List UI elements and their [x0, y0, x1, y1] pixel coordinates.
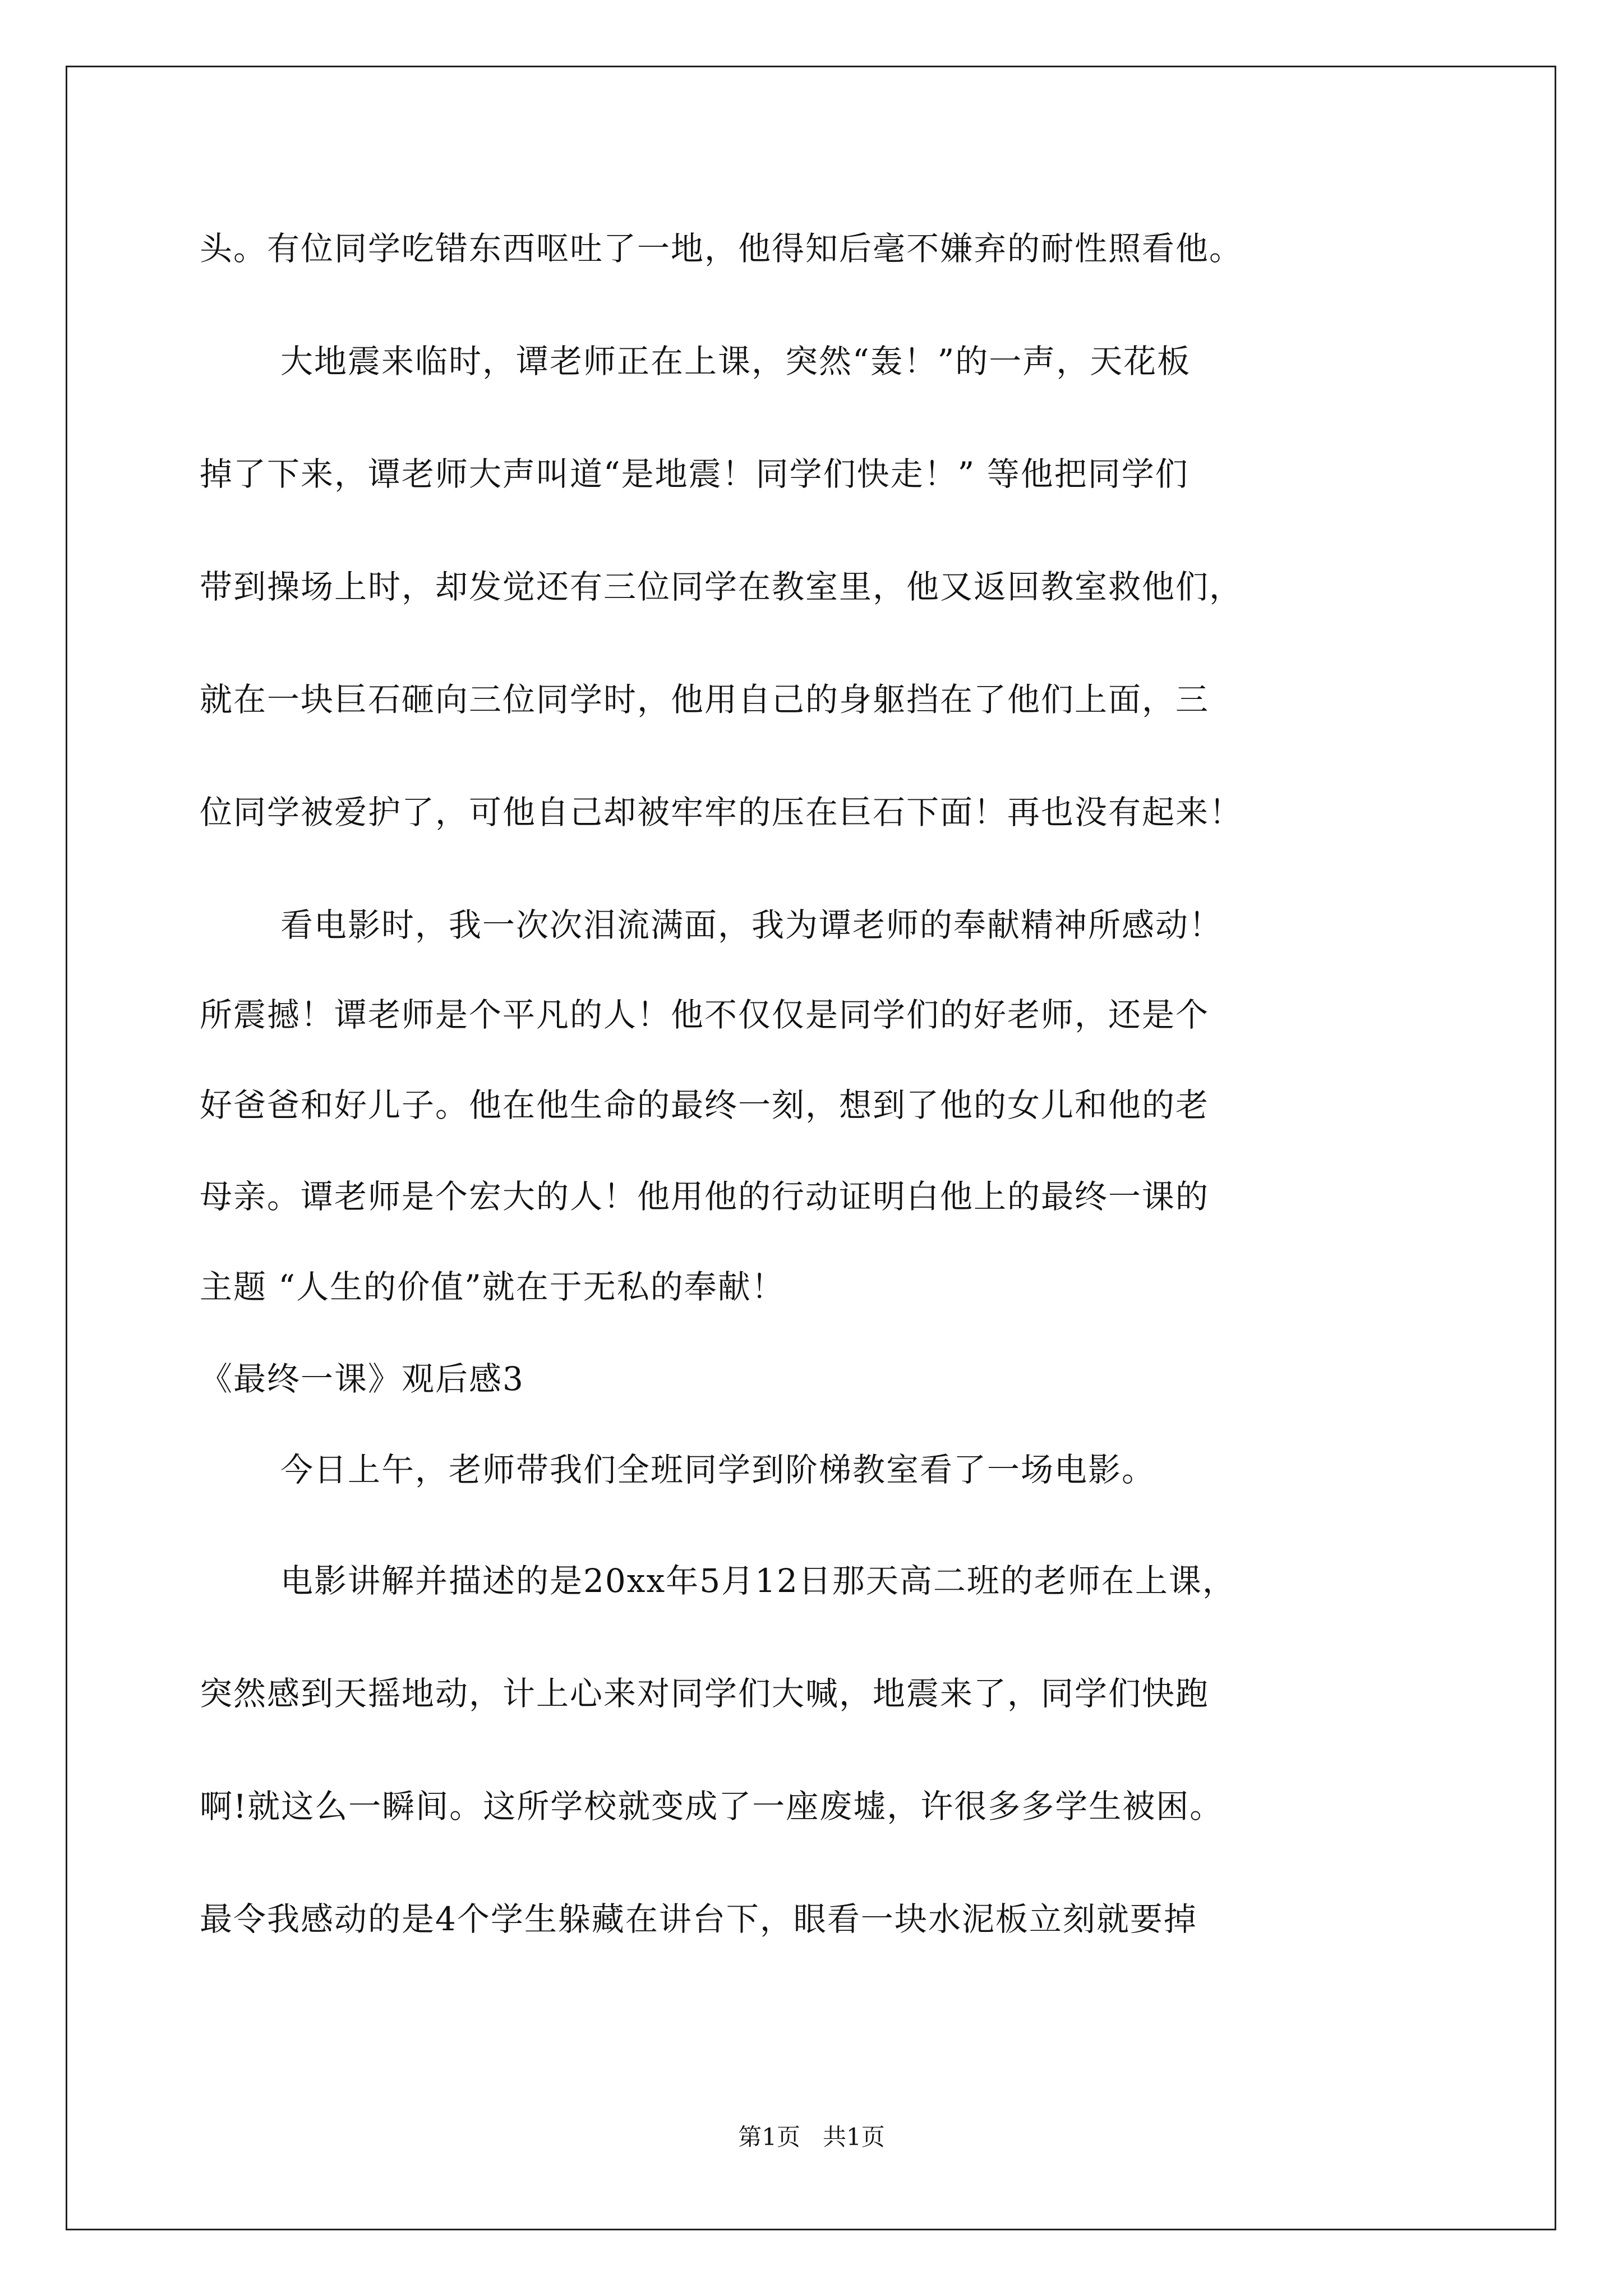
text-line: 掉了下来，谭老师大声叫道“是地震！同学们快走！” 等他把同学们 [200, 455, 1189, 493]
text-line: 所震撼！谭老师是个平凡的人！他不仅仅是同学们的好老师，还是个 [200, 996, 1210, 1034]
text-line: 啊!就这么一瞬间。这所学校就变成了一座废墟，许很多多学生被困。 [200, 1787, 1224, 1825]
paragraph-line: 今日上午，老师带我们全班同学到阶梯教室看了一场电影。 [280, 1451, 1156, 1489]
text-line: 位同学被爱护了，可他自己却被牢牢的压在巨石下面！再也没有起来！ [200, 793, 1243, 831]
paragraph-line: 看电影时，我一次次泪流满面，我为谭老师的奉献精神所感动！ [280, 906, 1223, 944]
text-line: 最令我感动的是4个学生躲藏在讲台下，眼看一块水泥板立刻就要掉 [200, 1900, 1197, 1938]
text-line: 头。有位同学吃错东西呕吐了一地，他得知后毫不嫌弃的耐性照看他。 [200, 229, 1243, 268]
paragraph-line: 大地震来临时，谭老师正在上课，突然“轰！”的一声，天花板 [280, 342, 1191, 380]
text-line: 带到操场上时，却发觉还有三位同学在教室里，他又返回教室救他们， [200, 568, 1243, 606]
section-heading: 《最终一课》观后感3 [200, 1360, 524, 1398]
text-line: 就在一块巨石砸向三位同学时，他用自己的身躯挡在了他们上面，三 [200, 680, 1210, 719]
text-line: 突然感到天摇地动，计上心来对同学们大喊，地震来了，同学们快跑 [200, 1674, 1210, 1713]
text-line: 主题 “人生的价值”就在于无私的奉献！ [200, 1268, 785, 1306]
paragraph-line: 电影讲解并描述的是20xx年5月12日那天高二班的老师在上课， [280, 1562, 1236, 1600]
page-number-footer: 第1页 共1页 [738, 2123, 885, 2151]
text-line: 好爸爸和好儿子。他在他生命的最终一刻，想到了他的女儿和他的老 [200, 1086, 1210, 1124]
text-line: 母亲。谭老师是个宏大的人！他用他的行动证明白他上的最终一课的 [200, 1177, 1210, 1216]
